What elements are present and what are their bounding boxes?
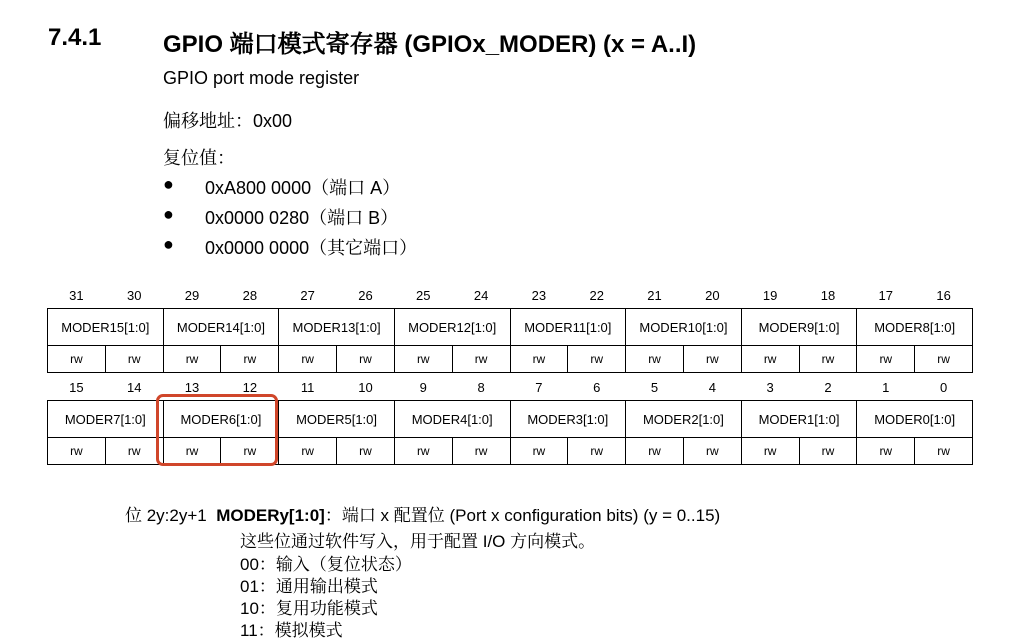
access-type: rw xyxy=(394,438,452,465)
bit-number: 11 xyxy=(300,379,315,395)
access-type: rw xyxy=(163,346,221,373)
bit-number: 0 xyxy=(939,379,948,395)
reset-value-text: 0x0000 0000（其它端口） xyxy=(205,238,418,258)
bullet-icon: ● xyxy=(163,204,174,224)
section-title: GPIO 端口模式寄存器 (GPIOx_MODER) (x = A..I) xyxy=(163,31,697,58)
access-type: rw xyxy=(279,438,337,465)
access-type: rw xyxy=(452,438,510,465)
access-type: rw xyxy=(799,346,857,373)
access-type: rw xyxy=(915,438,973,465)
bit-number: 27 xyxy=(300,287,315,303)
register-subtitle: GPIO port mode register xyxy=(163,68,360,88)
access-type: rw xyxy=(163,438,221,465)
access-type: rw xyxy=(683,346,741,373)
section-number: 7.4.1 xyxy=(48,24,102,51)
register-upper-half xyxy=(47,282,973,373)
register-field: MODER4[1:0] xyxy=(394,401,510,438)
register-field: MODER13[1:0] xyxy=(279,309,395,346)
access-type: rw xyxy=(857,346,915,373)
bit-number: 21 xyxy=(647,287,662,303)
register-field: MODER12[1:0] xyxy=(394,309,510,346)
bit-number: 14 xyxy=(126,379,142,395)
register-field: MODER0[1:0] xyxy=(857,401,973,438)
mode-10: 10：复用功能模式 xyxy=(240,599,378,618)
access-type: rw xyxy=(741,438,799,465)
register-field: MODER5[1:0] xyxy=(279,401,395,438)
access-type: rw xyxy=(337,346,395,373)
reset-label: 复位值： xyxy=(163,148,235,168)
bit-number: 18 xyxy=(820,287,836,303)
access-type: rw xyxy=(394,346,452,373)
mode-00: 00：输入（复位状态） xyxy=(240,555,412,574)
bit-number: 1 xyxy=(882,379,890,395)
register-field: MODER1[1:0] xyxy=(741,401,857,438)
offset-address: 偏移地址：0x00 xyxy=(163,111,293,131)
bit-number: 22 xyxy=(589,287,604,303)
bit-number: 20 xyxy=(705,287,720,303)
register-field: MODER3[1:0] xyxy=(510,401,626,438)
mode-01: 01：通用输出模式 xyxy=(240,577,378,596)
bullet-icon: ● xyxy=(163,234,174,254)
access-type: rw xyxy=(105,438,163,465)
field-name: MODERy[1:0] xyxy=(216,506,325,525)
mode-11: 11：模拟模式 xyxy=(240,621,343,640)
access-type: rw xyxy=(510,438,568,465)
access-type: rw xyxy=(626,346,684,373)
access-type: rw xyxy=(279,346,337,373)
bullet-icon: ● xyxy=(163,174,174,194)
bit-number: 30 xyxy=(126,287,142,303)
bit-number: 31 xyxy=(69,287,84,303)
register-field: MODER8[1:0] xyxy=(857,309,973,346)
bit-number: 4 xyxy=(708,379,716,395)
reset-value-text: 0x0000 0280（端口 B） xyxy=(205,208,399,228)
bit-number: 2 xyxy=(824,379,832,395)
access-type: rw xyxy=(337,438,395,465)
bit-number: 28 xyxy=(242,287,258,303)
field-intro: 这些位通过软件写入，用于配置 I/O 方向模式。 xyxy=(240,532,596,551)
field-name-row xyxy=(48,309,973,346)
access-row xyxy=(48,346,973,373)
bit-number: 24 xyxy=(473,287,489,303)
access-type: rw xyxy=(221,346,279,373)
bit-number: 12 xyxy=(242,379,258,395)
bit-number: 19 xyxy=(762,287,778,303)
bit-number: 15 xyxy=(69,379,84,395)
access-type: rw xyxy=(568,438,626,465)
access-type: rw xyxy=(915,346,973,373)
register-field: MODER10[1:0] xyxy=(626,309,742,346)
access-type: rw xyxy=(48,346,106,373)
access-type: rw xyxy=(48,438,106,465)
bit-number: 10 xyxy=(358,379,373,395)
access-type: rw xyxy=(105,346,163,373)
bit-number: 9 xyxy=(419,379,427,395)
bit-number: 5 xyxy=(650,379,659,395)
access-type: rw xyxy=(857,438,915,465)
bit-number: 23 xyxy=(531,287,547,303)
access-type: rw xyxy=(510,346,568,373)
moder6-highlight-box xyxy=(156,394,278,466)
bits-label: 位 2y:2y+1 xyxy=(125,506,207,525)
register-field: MODER9[1:0] xyxy=(741,309,857,346)
bit-number: 16 xyxy=(936,287,951,303)
access-type: rw xyxy=(741,346,799,373)
field-description-heading xyxy=(125,501,720,526)
bit-number: 8 xyxy=(477,379,485,395)
bit-number: 26 xyxy=(358,287,373,303)
access-type: rw xyxy=(626,438,684,465)
access-type: rw xyxy=(452,346,510,373)
bit-number: 13 xyxy=(184,379,200,395)
register-field: MODER7[1:0] xyxy=(48,401,164,438)
register-field: MODER11[1:0] xyxy=(510,309,626,346)
register-field: MODER2[1:0] xyxy=(626,401,742,438)
bit-number-row xyxy=(48,282,973,309)
field-desc: ：端口 x 配置位 (Port x configuration bits) (y = 0..15) xyxy=(324,506,721,525)
register-field: MODER6[1:0] xyxy=(163,401,279,438)
bit-number: 29 xyxy=(184,287,200,303)
access-type: rw xyxy=(221,438,279,465)
bit-number: 6 xyxy=(593,379,601,395)
register-field: MODER14[1:0] xyxy=(163,309,279,346)
bit-number: 25 xyxy=(416,287,431,303)
reset-value-text: 0xA800 0000（端口 A） xyxy=(205,178,401,198)
access-type: rw xyxy=(799,438,857,465)
bit-number: 3 xyxy=(766,379,774,395)
register-field: MODER15[1:0] xyxy=(48,309,164,346)
access-type: rw xyxy=(683,438,741,465)
bit-number: 17 xyxy=(878,287,894,303)
bit-number: 7 xyxy=(535,379,543,395)
access-type: rw xyxy=(568,346,626,373)
